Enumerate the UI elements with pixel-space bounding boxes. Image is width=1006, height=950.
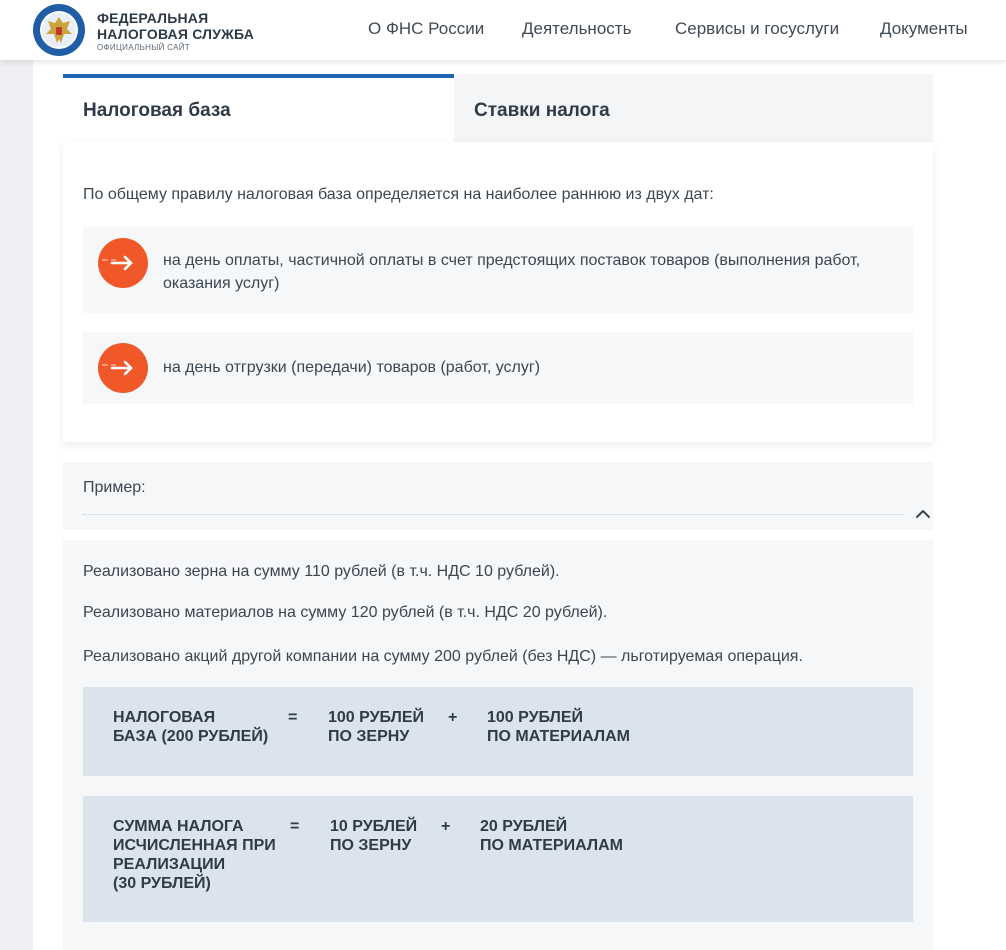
arrow-right-icon	[98, 238, 148, 288]
list-item-text: на день отгрузки (передачи) товаров (работ, услуг)	[163, 359, 541, 376]
formula-plus: +	[448, 709, 458, 726]
nav-documents[interactable]: Документы	[880, 19, 968, 38]
logo-line-1: ФЕДЕРАЛЬНАЯ	[97, 10, 209, 26]
nav-activity[interactable]: Деятельность	[522, 19, 632, 38]
tab-bar	[63, 74, 933, 142]
tab-tax-base[interactable]: Налоговая база	[63, 74, 454, 142]
arrow-right-icon	[98, 343, 148, 393]
intro-text: По общему правилу налоговая база определяется на наиболее раннюю из двух дат:	[83, 186, 714, 203]
formula-box-tax-base	[83, 687, 913, 776]
list-item-text: на день оплаты, частичной оплаты в счет предстоящих поставок товаров (выполнения работ, оказания услуг)	[163, 252, 861, 292]
site-header	[0, 0, 1006, 60]
tab-tax-rates[interactable]: Ставки налога	[454, 74, 933, 142]
formula-equals: =	[288, 709, 298, 726]
formula-plus: +	[441, 818, 451, 835]
formula-term-b: 100 РУБЛЕЙ ПО МАТЕРИАЛАМ	[487, 709, 630, 745]
site-logo-text[interactable]	[97, 10, 254, 52]
formula-left: СУММА НАЛОГА ИСЧИСЛЕННАЯ ПРИ РЕАЛИЗАЦИИ (30 РУБЛЕЙ)	[113, 818, 276, 892]
example-label: Пример:	[83, 479, 146, 496]
logo-subtitle: ОФИЦИАЛЬНЫЙ САЙТ	[97, 43, 190, 52]
example-line: Реализовано материалов на сумму 120 рублей (в т.ч. НДС 20 рублей).	[83, 604, 608, 621]
example-accordion-header[interactable]	[63, 462, 933, 530]
formula-term-a: 10 РУБЛЕЙ ПО ЗЕРНУ	[330, 818, 418, 854]
formula-box-tax-amount	[83, 796, 913, 922]
list-item	[83, 227, 913, 313]
example-line: Реализовано акций другой компании на сумму 200 рублей (без НДС) — льготируемая операция.	[83, 648, 803, 665]
example-body	[63, 540, 933, 950]
nav-about[interactable]: О ФНС России	[368, 19, 485, 38]
example-line: Реализовано зерна на сумму 110 рублей (в т.ч. НДС 10 рублей).	[83, 563, 560, 580]
formula-left: НАЛОГОВАЯ БАЗА (200 РУБЛЕЙ)	[113, 709, 269, 745]
logo-line-2: НАЛОГОВАЯ СЛУЖБА	[97, 26, 255, 42]
nav-services[interactable]: Сервисы и госуслуги	[675, 19, 840, 38]
tab-content-card	[63, 142, 933, 442]
list-item	[83, 332, 913, 404]
formula-term-a: 100 РУБЛЕЙ ПО ЗЕРНУ	[328, 709, 425, 745]
formula-term-b: 20 РУБЛЕЙ ПО МАТЕРИАЛАМ	[480, 818, 623, 854]
formula-equals: =	[290, 818, 300, 835]
chevron-up-icon[interactable]	[913, 506, 933, 522]
dotted-divider	[83, 514, 903, 515]
eagle-emblem-icon[interactable]	[32, 3, 86, 57]
